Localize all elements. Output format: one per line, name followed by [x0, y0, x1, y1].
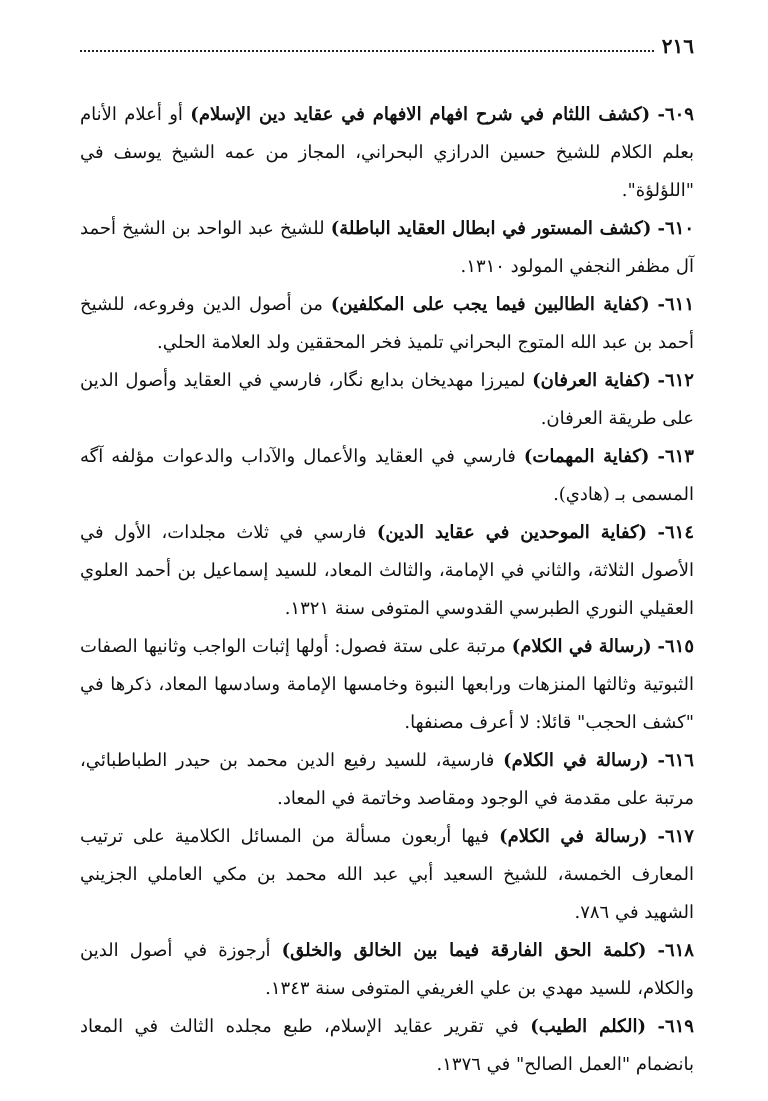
entry-number: ٦١٦- — [657, 750, 694, 771]
book-page — [80, 30, 694, 1084]
entry-text: في تقرير عقايد الإسلام، طبع مجلده الثالث في المعاد بانضمام "العمل الصالح" في ١٣٧٦. — [80, 1016, 694, 1075]
bibliography-entries — [80, 96, 694, 1084]
entry-title: (رسالة في الكلام) — [499, 826, 648, 847]
entry-number: ٦٠٩- — [657, 104, 694, 125]
entry-number: ٦١٩- — [657, 1016, 694, 1037]
bibliography-entry — [80, 932, 694, 1008]
bibliography-entry — [80, 1008, 694, 1084]
entry-title: (رسالة في الكلام) — [503, 750, 649, 771]
bibliography-entry — [80, 362, 694, 438]
entry-number: ٦١١- — [657, 294, 695, 315]
bibliography-entry — [80, 210, 694, 286]
entry-title: (كفاية الموحدين في عقايد الدين) — [376, 522, 648, 543]
dotted-leader-rule — [80, 50, 654, 52]
entry-text: فارسية، للسيد رفيع الدين محمد بن حيدر الطباطبائي، مرتبة على مقدمة في الوجود ومقاصد وخاتمة في المعاد. — [80, 750, 694, 809]
entry-text: فارسي في ثلاث مجلدات، الأول في الأصول الثلاثة، والثاني في الإمامة، والثالث المعاد، للسيد إسماعيل بن أحمد العلوي العقيلي النوري الطبرسي القدوسي المتوفى سنة ١٣٢١. — [80, 522, 694, 619]
entry-text: أرجوزة في أصول الدين والكلام، للسيد مهدي بن علي الغريفي المتوفى سنة ١٣٤٣. — [80, 940, 694, 999]
entry-text: لميرزا مهديخان بدايع نگار، فارسي في العقايد وأصول الدين على طريقة العرفان. — [80, 370, 694, 429]
entry-title: (كفاية الطالبين فيما يجب على المكلفين) — [330, 294, 650, 315]
page-header — [80, 30, 694, 56]
entry-title: (الكلم الطيب) — [530, 1016, 647, 1037]
bibliography-entry — [80, 628, 694, 742]
entry-number: ٦١٢- — [657, 370, 694, 391]
entry-title: (كلمة الحق الفارقة فيما بين الخالق والخلق) — [281, 940, 647, 961]
entry-text: فارسي في العقايد والأعمال والآداب والدعوات مؤلفه آگه المسمى بـ (هادي). — [80, 446, 694, 505]
entry-title: (كشف المستور في ابطال العقايد الباطلة) — [330, 218, 652, 239]
entry-number: ٦١٥- — [657, 636, 694, 657]
entry-title: (كشف اللثام في شرح افهام الافهام في عقايد دين الإسلام) — [190, 104, 651, 125]
entry-number: ٦١٤- — [657, 522, 694, 543]
entry-text: فيها أربعون مسألة من المسائل الكلامية على ترتيب المعارف الخمسة، للشيخ السعيد أبي عبد الله محمد بن مكي العاملي الجزيني الشهيد في ٧٨٦. — [80, 826, 694, 923]
bibliography-entry — [80, 438, 694, 514]
bibliography-entry — [80, 286, 694, 362]
entry-text: مرتبة على ستة فصول: أولها إثبات الواجب وثانيها الصفات الثبوتية وثالثها المنزهات ورابعها النبوة وخامسها الإمامة وسادسها المعاد، ذكرها في "كشف الحجب" قائلا: لا أعرف مصنفها. — [80, 636, 694, 733]
entry-number: ٦١٨- — [657, 940, 694, 961]
entry-number: ٦١٣- — [657, 446, 694, 467]
entry-number: ٦١٧- — [657, 826, 694, 847]
bibliography-entry — [80, 514, 694, 628]
entry-text: أو أعلام الأنام بعلم الكلام للشيخ حسين الدرازي البحراني، المجاز من عمه الشيخ يوسف في "اللؤلؤة". — [80, 104, 694, 201]
entry-text: للشيخ عبد الواحد بن الشيخ أحمد آل مظفر النجفي المولود ١٣١٠. — [80, 218, 694, 277]
page-number: ٢١٦ — [661, 34, 694, 58]
entry-title: (رسالة في الكلام) — [511, 636, 652, 657]
bibliography-entry — [80, 742, 694, 818]
entry-number: ٦١٠- — [657, 218, 694, 239]
entry-title: (كفاية المهمات) — [523, 446, 650, 467]
entry-title: (كفاية العرفان) — [532, 370, 651, 391]
bibliography-entry — [80, 96, 694, 210]
bibliography-entry — [80, 818, 694, 932]
entry-text: من أصول الدين وفروعه، للشيخ أحمد بن عبد الله المتوج البحراني تلميذ فخر المحققين ولد العلامة الحلي. — [80, 294, 694, 353]
